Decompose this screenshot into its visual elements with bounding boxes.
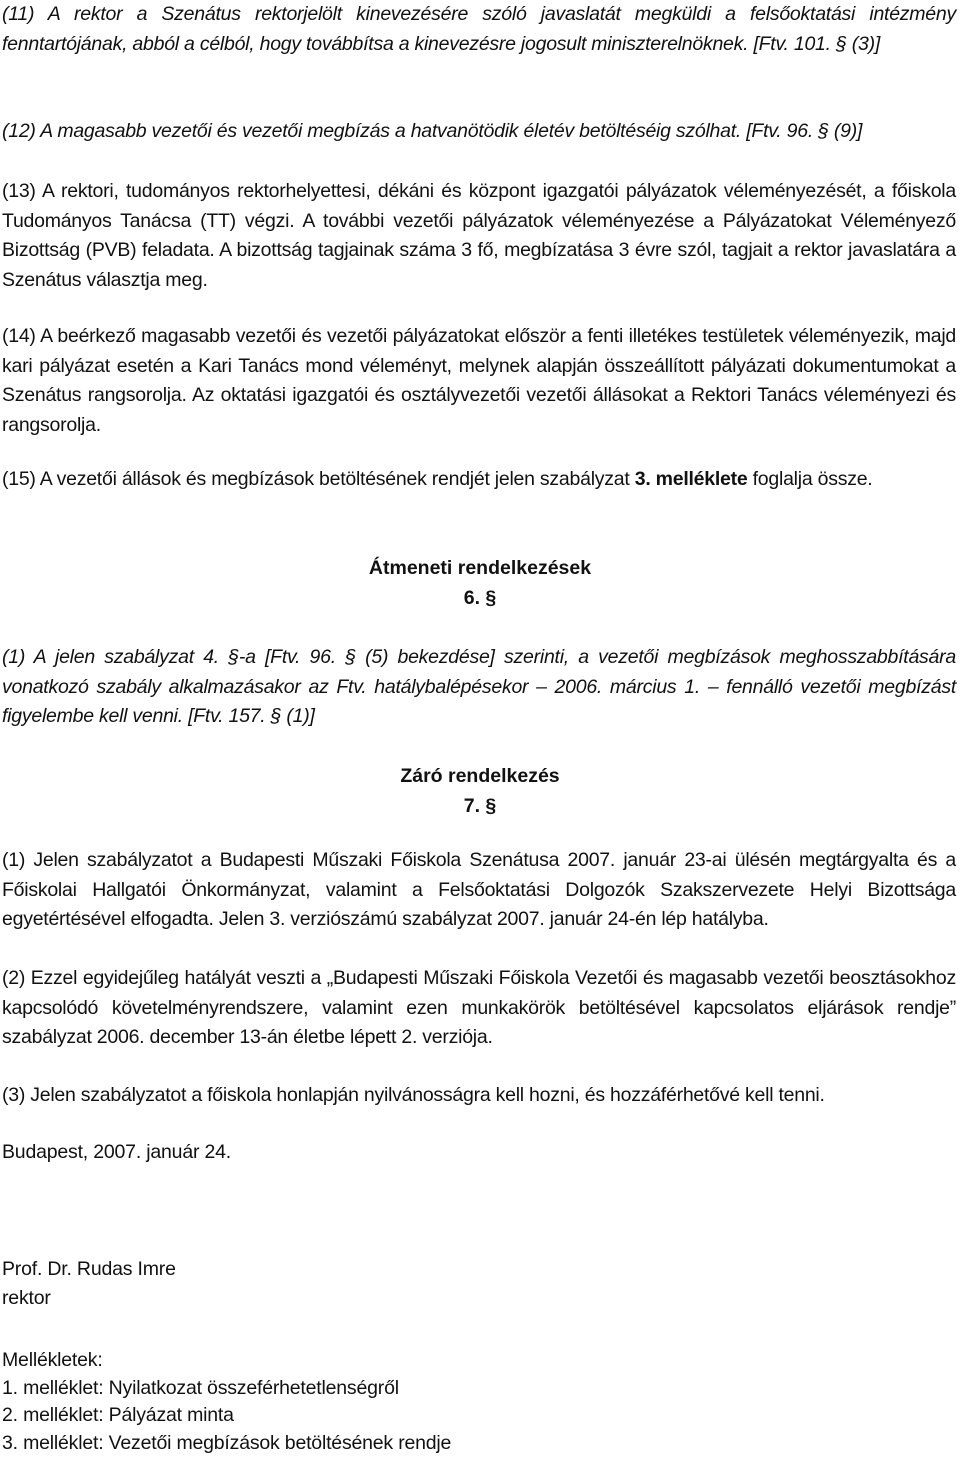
- paragraph-12: [2, 117, 956, 147]
- section-7-title: Záró rendelkezés: [400, 765, 560, 787]
- section-6-paragraph-1-text: (1) A jelen szabályzat 4. §-a [Ftv. 96. § (5) bekezdése] szerinti, a vezetői megbízások meghosszabbítására vonatkozó szabály alkalmazásakor az Ftv. hatálybalépésekor – 2006. március 1. – fennálló vezetői megbízást figyelembe kell venni. [Ftv. 157. § (1)]: [2, 646, 956, 727]
- section-7-paragraph-3: (3) Jelen szabályzatot a főiskola honlapján nyilvánosságra kell hozni, és hozzáférhetővé kell tenni.: [2, 1084, 825, 1106]
- date-line: Budapest, 2007. január 24.: [2, 1141, 231, 1163]
- section-6-title: Átmeneti rendelkezések: [368, 557, 592, 579]
- paragraph-15-text-end: foglalja össze.: [747, 468, 873, 490]
- paragraph-11: [2, 0, 956, 59]
- paragraph-12-text: (12) A magasabb vezetői és vezetői megbízás a hatvanötödik életév betöltéséig szólhat. [Ftv. 96. § (9)]: [2, 120, 863, 142]
- paragraph-15-annex-ref: 3. melléklete: [634, 468, 748, 490]
- annex-item-1: 1. melléklet: Nyilatkozat összeférhetetlenségről: [2, 1377, 399, 1399]
- paragraph-14: (14) A beérkező magasabb vezetői és vezetői pályázatokat először a fenti illetékes testületek véleményezik, majd kari pályázat esetén a Kari Tanács mond véleményt, melynek alapján összeállított pályázati dokumentumokat a Szenátus rangsorolja. Az oktatási igazgatói és osztályvezetői vezetői állásokat a Rektori Tanács véleményezi és rangsorolja.: [2, 325, 956, 436]
- annexes-heading: Mellékletek:: [2, 1349, 103, 1371]
- section-6-paragraph-1: [2, 643, 956, 732]
- annex-item-2: 2. melléklet: Pályázat minta: [2, 1404, 234, 1426]
- signatory-name: Prof. Dr. Rudas Imre: [2, 1258, 176, 1280]
- paragraph-15: [2, 465, 956, 495]
- paragraph-13: (13) A rektori, tudományos rektorhelyettesi, dékáni és központ igazgatói pályázatok véleményezését, a főiskola Tudományos Tanácsa (TT) végzi. A további vezetői pályázatok véleményezése a Pályázatokat Véleményező Bizottság (PVB) feladata. A bizottság tagjainak száma 3 fő, megbízatása 3 évre szól, tagjait a rektor javaslatára a Szenátus választja meg.: [2, 180, 956, 291]
- paragraph-11-text: (11) A rektor a Szenátus rektorjelölt kinevezésére szóló javaslatát megküldi a felsőoktatási intézmény fenntartójának, abból a célból, hogy továbbítsa a kinevezésre jogosult miniszterelnöknek. [Ftv. 101. § (3)]: [2, 3, 956, 55]
- section-7-paragraph-1: (1) Jelen szabályzatot a Budapesti Műszaki Főiskola Szenátusa 2007. január 23-ai ülésén megtárgyalta és a Főiskolai Hallgatói Önkormányzat, valamint a Felsőoktatási Dolgozók Szakszervezete Helyi Bizottsága egyetértésével elfogadta. Jelen 3. verziószámú szabályzat 2007. január 24-én lép hatályba.: [2, 849, 956, 930]
- annex-item-3: 3. melléklet: Vezetői megbízások betöltésének rendje: [2, 1432, 452, 1454]
- section-7-number: 7. §: [463, 795, 497, 817]
- section-6-number: 6. §: [463, 587, 497, 609]
- section-7-paragraph-2: (2) Ezzel egyidejűleg hatályát veszti a „Budapesti Műszaki Főiskola Vezetői és magasabb vezetői beosztásokhoz kapcsolódó követelményrendszere, valamint ezen munkakörök betöltésével kapcsolatos eljárások rendje” szabályzat 2006. december 13-án életbe lépett 2. verziója.: [2, 967, 956, 1048]
- signatory-title: rektor: [2, 1287, 51, 1309]
- paragraph-15-text-start: (15) A vezetői állások és megbízások betöltésének rendjét jelen szabályzat: [2, 468, 635, 490]
